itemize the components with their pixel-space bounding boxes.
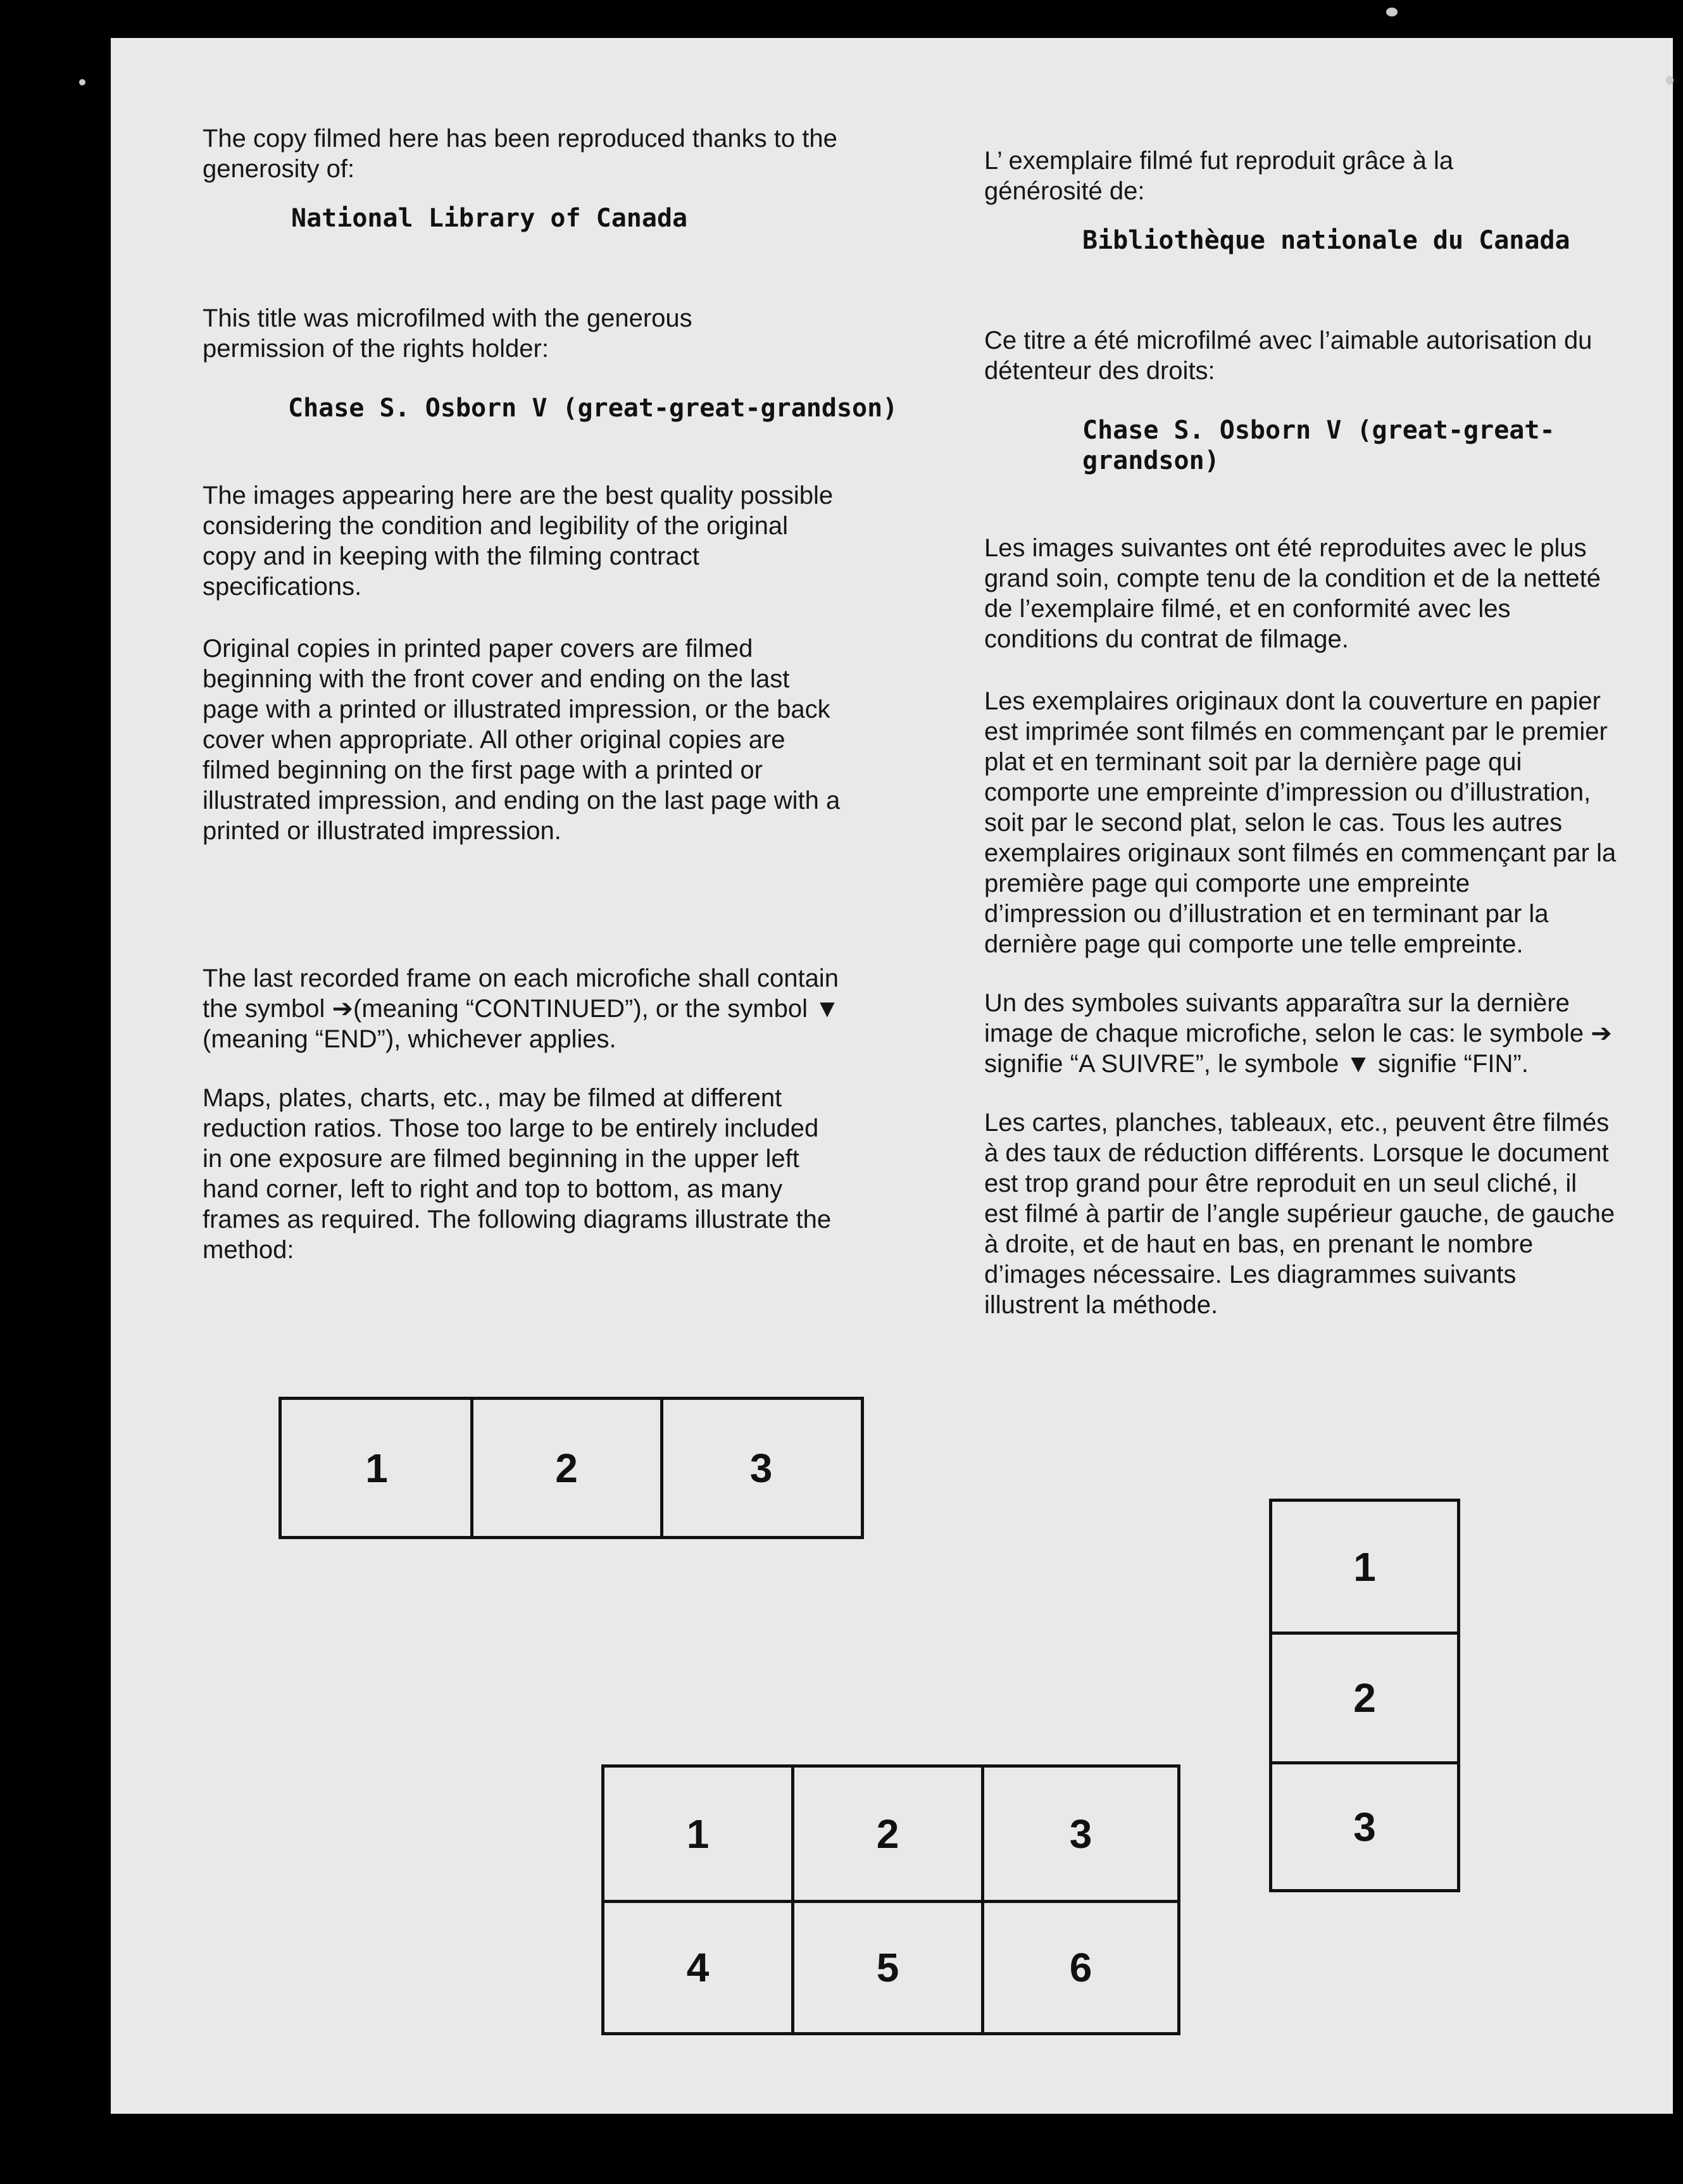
frame-number: 5 xyxy=(876,1945,899,1990)
frame-number: 4 xyxy=(686,1945,710,1990)
english-column xyxy=(203,123,949,1265)
french-rights-holder: Chase S. Osborn V (great-great-grandson) xyxy=(1082,416,1555,475)
english-library-name: National Library of Canada xyxy=(291,204,688,233)
french-column xyxy=(984,146,1655,1320)
horizontal-frame-diagram xyxy=(278,1397,864,1539)
english-intro: The copy filmed here has been reproduced thanks to the generosity of: xyxy=(203,125,837,183)
frame-number: 2 xyxy=(1353,1675,1376,1721)
grid-frame-diagram xyxy=(601,1764,1180,2035)
english-quality-text: The images appearing here are the best quality possible considering the condition and legibility of the original copy and in keeping with the filming contract specifications. xyxy=(203,482,834,601)
english-covers-text: Original copies in printed paper covers are filmed beginning with the front cover and ending on the last page with a printed or illustrated impression, or the back cover when appropriate. All other original copies are filmed beginning on the first page with a printed or illustrated impression, and ending on the last page with a printed or illustrated impression. xyxy=(203,635,841,845)
frame-number: 1 xyxy=(1353,1544,1376,1590)
french-permission-text: Ce titre a été microfilmé avec l’aimable autorisation du détenteur des droits: xyxy=(984,327,1592,385)
microfilm-notice-page xyxy=(111,38,1673,2114)
frame-number: 2 xyxy=(555,1445,578,1491)
english-maps-text: Maps, plates, charts, etc., may be filmed at different reduction ratios. Those too large to be entirely included in one exposure are filmed beginning in the upper left hand corner, left to right and top to bottom, as many frames as required. The following diagrams illustrate the method: xyxy=(203,1084,832,1264)
frame-number: 3 xyxy=(749,1445,773,1491)
frame-number: 3 xyxy=(1353,1804,1376,1850)
french-quality-text: Les images suivantes ont été reproduites avec le plus grand soin, compte tenu de la condition et de la netteté de l’exemplaire filmé, et en conformité avec les conditions du contrat de filmage. xyxy=(984,534,1601,653)
french-library-name: Bibliothèque nationale du Canada xyxy=(1082,226,1570,255)
french-intro: L’ exemplaire filmé fut reproduit grâce à la générosité de: xyxy=(984,147,1454,205)
frame-number: 6 xyxy=(1069,1945,1092,1990)
frame-number: 2 xyxy=(876,1811,899,1857)
scan-speck xyxy=(1666,76,1674,85)
french-symbol-text: Un des symboles suivants apparaîtra sur la dernière image de chaque microfiche, selon le cas: le symbole ➔ signifie “A SUIVRE”, le symbole ▼ signifie “FIN”. xyxy=(984,989,1612,1078)
english-rights-holder: Chase S. Osborn V (great-great-grandson) xyxy=(288,394,898,423)
vertical-frame-diagram xyxy=(1269,1499,1460,1892)
french-maps-text: Les cartes, planches, tableaux, etc., peuvent être filmés à des taux de réduction différents. Lorsque le document est trop grand pour être reproduit en un seul cliché, il est filmé à partir de l’angle supérieur gauche, de gauche à droite, et de haut en bas, en prenant le nombre d’images nécessaire. Les diagrammes suivants illustrent la méthode. xyxy=(984,1109,1615,1319)
scan-speck xyxy=(1386,8,1398,16)
frame-number: 1 xyxy=(365,1445,388,1491)
scan-speck xyxy=(79,79,85,85)
frame-number: 3 xyxy=(1069,1811,1092,1857)
english-symbol-text: The last recorded frame on each microfiche shall contain the symbol ➔(meaning “CONTINUED”), or the symbol ▼ (meaning “END”), whichever applies. xyxy=(203,964,840,1053)
english-permission-text: This title was microfilmed with the generous permission of the rights holder: xyxy=(203,304,692,363)
french-covers-text: Les exemplaires originaux dont la couverture en papier est imprimée sont filmés en commençant par le premier plat et en terminant soit par la dernière page qui comporte une empreinte d’impression ou d’illustration, soit par le second plat, selon le cas. Tous les autres exemplaires originaux sont filmés en commençant par la première page qui comporte une empreinte d’impression ou d’illustration et en terminant par la dernière page qui comporte une telle empreinte. xyxy=(984,687,1617,958)
frame-number: 1 xyxy=(686,1811,710,1857)
